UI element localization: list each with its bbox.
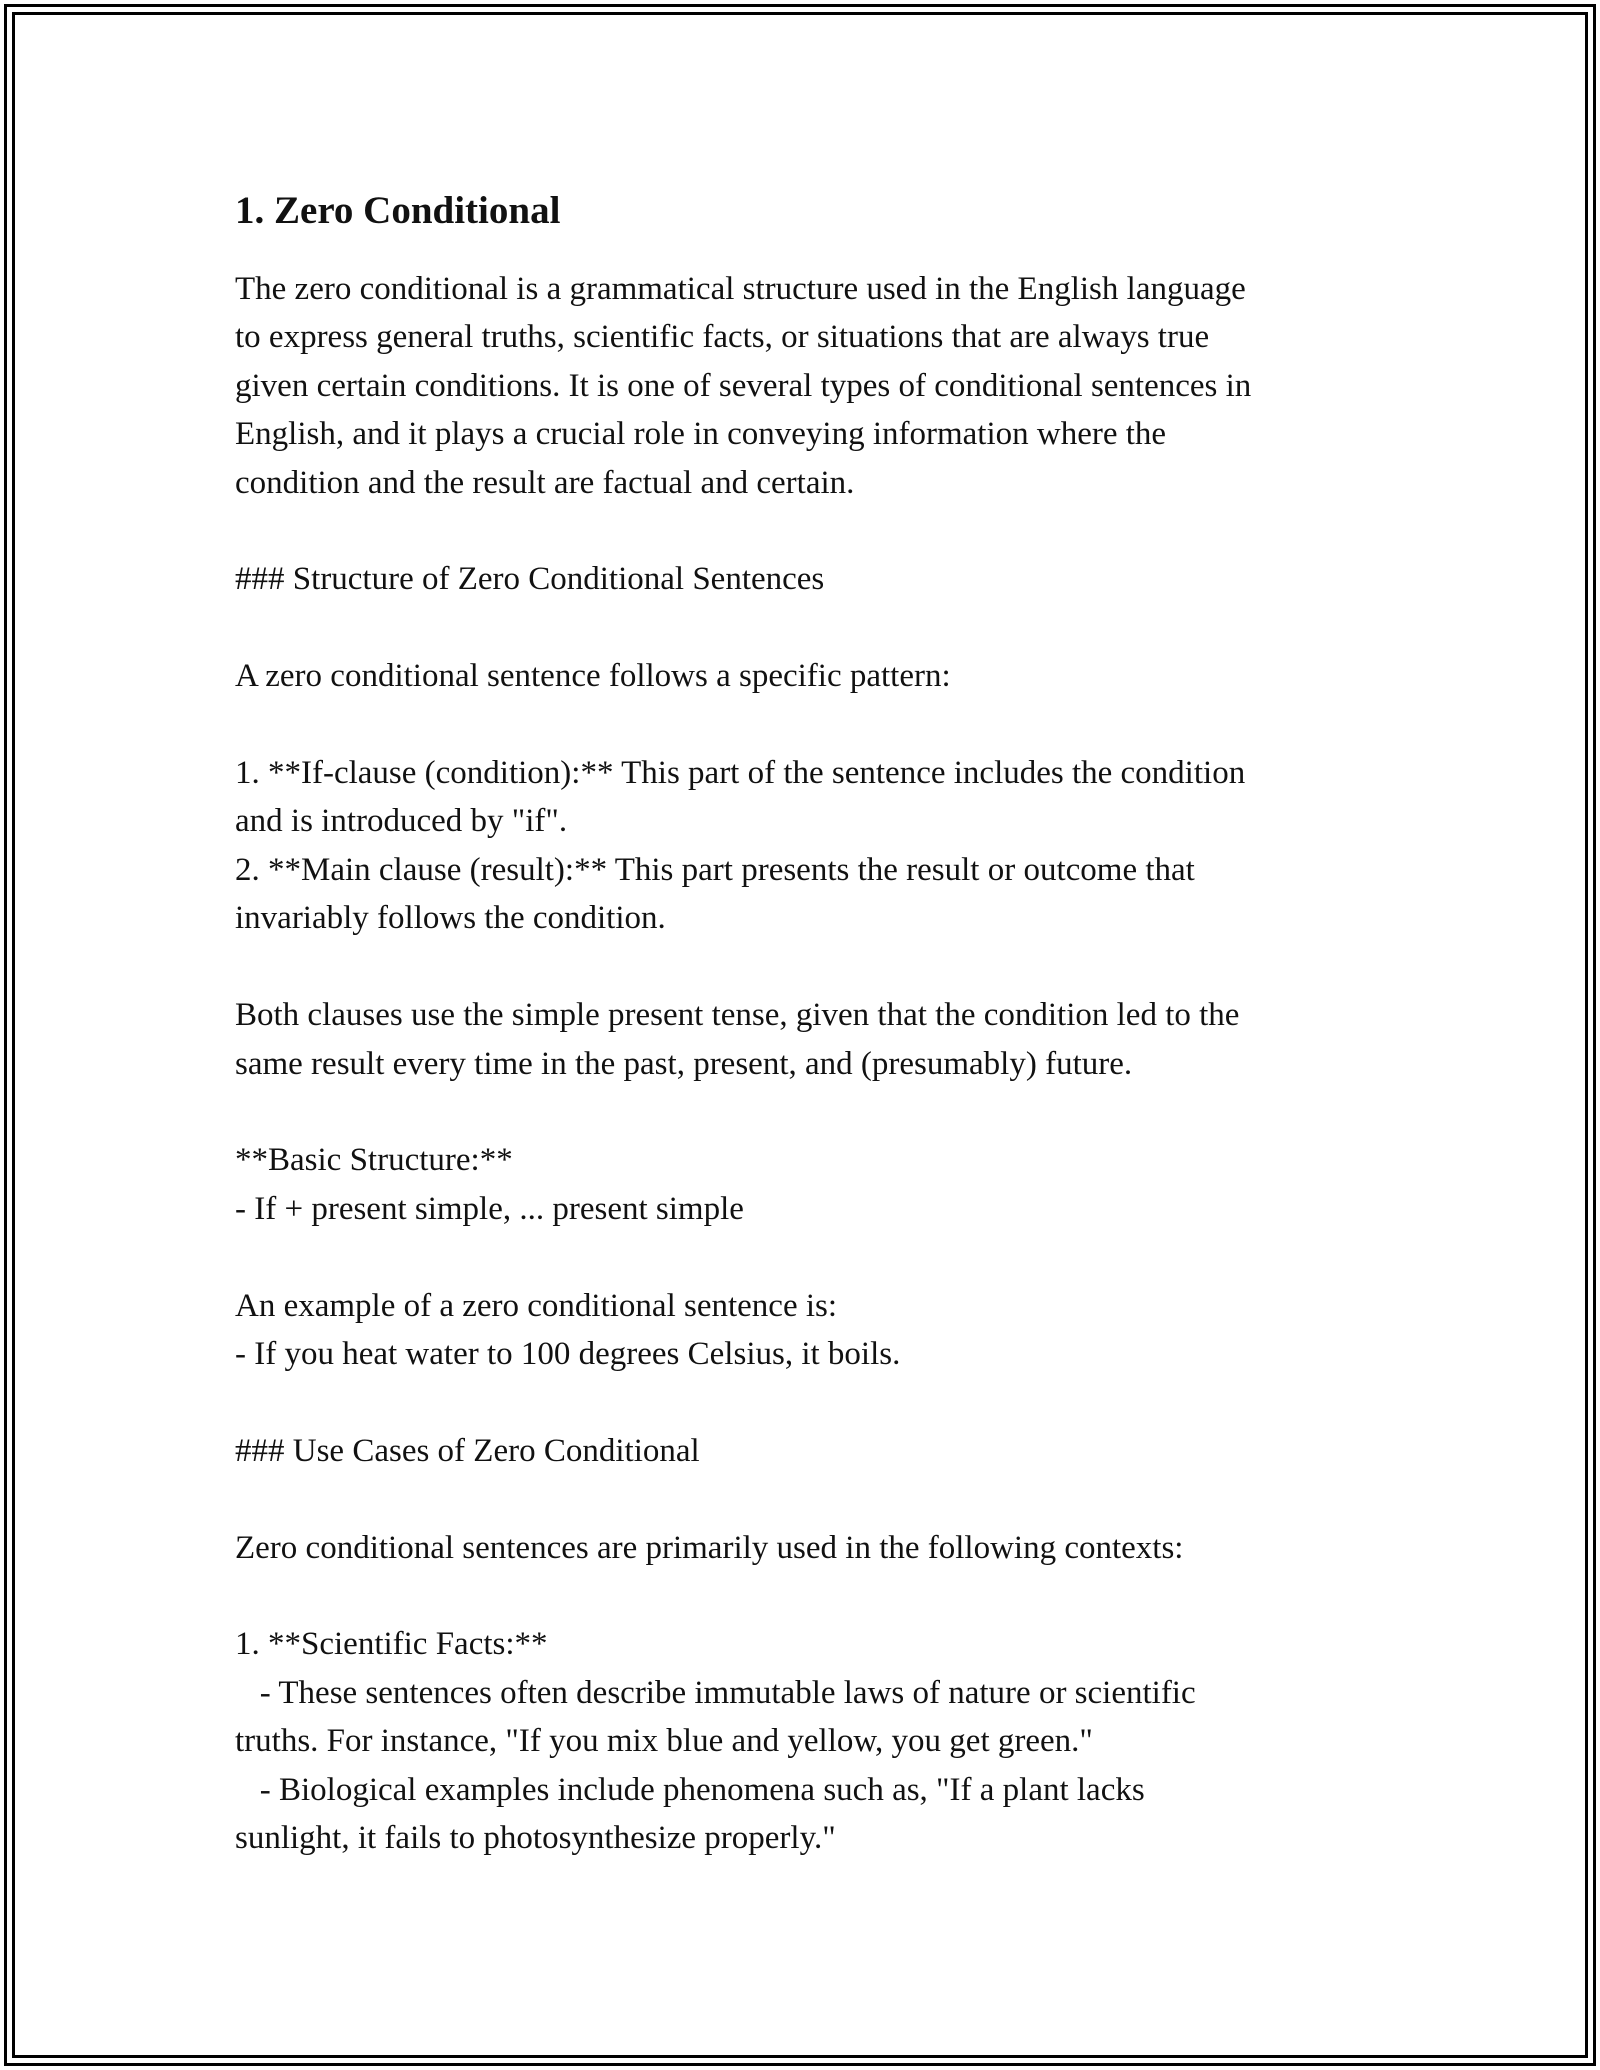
- document-content: [235, 186, 1375, 1862]
- document-title: 1. Zero Conditional: [235, 189, 561, 232]
- document-body: The zero conditional is a grammatical structure used in the English language to express general truths, scientific facts, or situations that are always true given certain conditions. It is one of several types of conditional sentences in English, and it plays a crucial role in conveying information where the condition and the result are factual and certain. ### Structure of Zero Conditional Sentences A zero conditional sentence follows a specific pattern: 1. **If-clause (condition):** This part of the sentence includes the condition and is introduced by "if". 2. **Main clause (result):** This part presents the result or outcome that invariably follows the condition. Both clauses use the simple present tense, given that the condition led to the same result every time in the past, present, and (presumably) future. **Basic Structure:** - If + present simple, ... present simple An example of a zero conditional sentence is: - If you heat water to 100 degrees Celsius, it boils. ### Use Cases of Zero Conditional Zero conditional sentences are primarily used in the following contexts: 1. **Scientific Facts:** - These sentences often describe immutable laws of nature or scientific truths. For instance, "If you mix blue and yellow, you get green." - Biological examples include phenomena such as, "If a plant lacks sunlight, it fails to photosynthesize properly.": [235, 271, 1252, 1856]
